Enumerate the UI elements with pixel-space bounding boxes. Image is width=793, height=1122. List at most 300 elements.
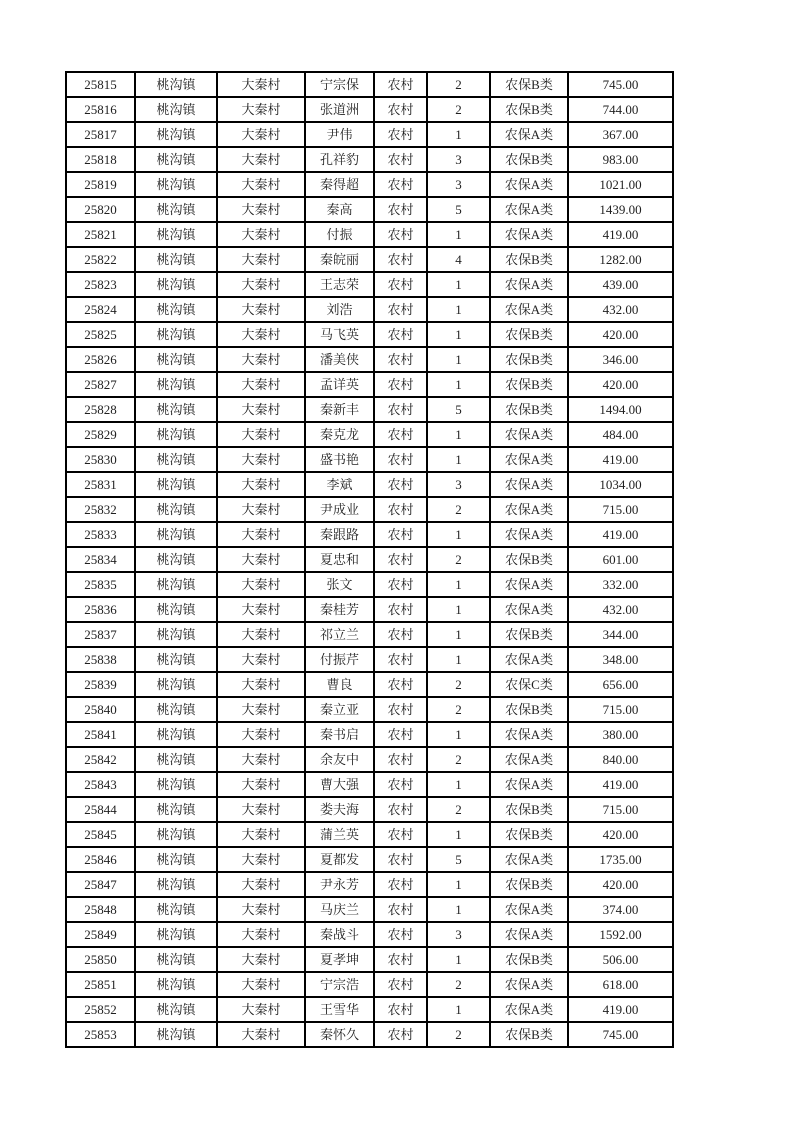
table-row <box>66 622 673 647</box>
cell-count: 1 <box>427 897 490 922</box>
cell-count: 1 <box>427 722 490 747</box>
table-row <box>66 647 673 672</box>
cell-town: 桃沟镇 <box>135 772 217 797</box>
cell-village: 大秦村 <box>217 872 305 897</box>
cell-residence: 农村 <box>374 347 427 372</box>
cell-category: 农保B类 <box>490 72 568 97</box>
cell-residence: 农村 <box>374 547 427 572</box>
cell-count: 3 <box>427 472 490 497</box>
cell-name: 蒲兰英 <box>305 822 374 847</box>
cell-name: 秦怀久 <box>305 1022 374 1047</box>
cell-name: 秦书启 <box>305 722 374 747</box>
cell-category: 农保A类 <box>490 572 568 597</box>
cell-amount: 380.00 <box>568 722 673 747</box>
cell-category: 农保A类 <box>490 122 568 147</box>
cell-amount: 419.00 <box>568 522 673 547</box>
cell-town: 桃沟镇 <box>135 422 217 447</box>
cell-residence: 农村 <box>374 122 427 147</box>
cell-town: 桃沟镇 <box>135 347 217 372</box>
cell-village: 大秦村 <box>217 622 305 647</box>
table-row <box>66 272 673 297</box>
cell-category: 农保B类 <box>490 322 568 347</box>
cell-category: 农保A类 <box>490 997 568 1022</box>
cell-village: 大秦村 <box>217 372 305 397</box>
cell-amount: 656.00 <box>568 672 673 697</box>
cell-residence: 农村 <box>374 647 427 672</box>
cell-village: 大秦村 <box>217 797 305 822</box>
table-row <box>66 97 673 122</box>
cell-serial: 25850 <box>66 947 135 972</box>
cell-residence: 农村 <box>374 772 427 797</box>
cell-category: 农保B类 <box>490 797 568 822</box>
cell-serial: 25826 <box>66 347 135 372</box>
cell-count: 1 <box>427 997 490 1022</box>
cell-category: 农保A类 <box>490 647 568 672</box>
table-row <box>66 72 673 97</box>
cell-residence: 农村 <box>374 197 427 222</box>
cell-amount: 1034.00 <box>568 472 673 497</box>
cell-category: 农保B类 <box>490 247 568 272</box>
cell-count: 1 <box>427 622 490 647</box>
table-row <box>66 372 673 397</box>
cell-serial: 25836 <box>66 597 135 622</box>
cell-category: 农保A类 <box>490 172 568 197</box>
cell-count: 1 <box>427 122 490 147</box>
cell-amount: 1592.00 <box>568 922 673 947</box>
cell-residence: 农村 <box>374 722 427 747</box>
cell-amount: 419.00 <box>568 222 673 247</box>
cell-category: 农保B类 <box>490 947 568 972</box>
cell-count: 3 <box>427 922 490 947</box>
cell-count: 5 <box>427 847 490 872</box>
cell-amount: 439.00 <box>568 272 673 297</box>
cell-amount: 744.00 <box>568 97 673 122</box>
cell-name: 宁宗浩 <box>305 972 374 997</box>
cell-amount: 419.00 <box>568 997 673 1022</box>
table-row <box>66 147 673 172</box>
cell-count: 1 <box>427 222 490 247</box>
cell-village: 大秦村 <box>217 472 305 497</box>
cell-serial: 25834 <box>66 547 135 572</box>
cell-count: 1 <box>427 322 490 347</box>
cell-count: 2 <box>427 1022 490 1047</box>
cell-residence: 农村 <box>374 447 427 472</box>
cell-town: 桃沟镇 <box>135 322 217 347</box>
cell-residence: 农村 <box>374 97 427 122</box>
cell-name: 张道洲 <box>305 97 374 122</box>
cell-amount: 346.00 <box>568 347 673 372</box>
cell-count: 1 <box>427 822 490 847</box>
table-row <box>66 222 673 247</box>
cell-category: 农保A类 <box>490 297 568 322</box>
cell-residence: 农村 <box>374 72 427 97</box>
cell-village: 大秦村 <box>217 497 305 522</box>
cell-count: 1 <box>427 272 490 297</box>
cell-residence: 农村 <box>374 147 427 172</box>
cell-name: 尹伟 <box>305 122 374 147</box>
cell-residence: 农村 <box>374 1022 427 1047</box>
cell-amount: 745.00 <box>568 1022 673 1047</box>
cell-name: 孟详英 <box>305 372 374 397</box>
cell-name: 娄夫海 <box>305 797 374 822</box>
cell-count: 1 <box>427 347 490 372</box>
cell-count: 5 <box>427 397 490 422</box>
table-row <box>66 897 673 922</box>
cell-residence: 农村 <box>374 947 427 972</box>
cell-town: 桃沟镇 <box>135 647 217 672</box>
cell-residence: 农村 <box>374 897 427 922</box>
cell-village: 大秦村 <box>217 647 305 672</box>
table-row <box>66 847 673 872</box>
cell-serial: 25849 <box>66 922 135 947</box>
cell-name: 秦克龙 <box>305 422 374 447</box>
cell-name: 付振 <box>305 222 374 247</box>
cell-amount: 1735.00 <box>568 847 673 872</box>
cell-count: 1 <box>427 522 490 547</box>
table-row <box>66 697 673 722</box>
cell-category: 农保A类 <box>490 422 568 447</box>
table-row <box>66 447 673 472</box>
cell-name: 付振芹 <box>305 647 374 672</box>
cell-category: 农保B类 <box>490 697 568 722</box>
cell-name: 秦立亚 <box>305 697 374 722</box>
cell-amount: 484.00 <box>568 422 673 447</box>
cell-name: 孔祥豹 <box>305 147 374 172</box>
cell-serial: 25815 <box>66 72 135 97</box>
cell-name: 夏都发 <box>305 847 374 872</box>
cell-amount: 420.00 <box>568 322 673 347</box>
cell-residence: 农村 <box>374 397 427 422</box>
table-row <box>66 522 673 547</box>
cell-amount: 348.00 <box>568 647 673 672</box>
cell-town: 桃沟镇 <box>135 122 217 147</box>
cell-amount: 1282.00 <box>568 247 673 272</box>
cell-category: 农保B类 <box>490 622 568 647</box>
cell-town: 桃沟镇 <box>135 1022 217 1047</box>
cell-village: 大秦村 <box>217 297 305 322</box>
cell-category: 农保A类 <box>490 272 568 297</box>
table-row <box>66 772 673 797</box>
cell-amount: 344.00 <box>568 622 673 647</box>
table-row <box>66 797 673 822</box>
cell-count: 1 <box>427 872 490 897</box>
cell-town: 桃沟镇 <box>135 847 217 872</box>
cell-name: 尹成业 <box>305 497 374 522</box>
cell-town: 桃沟镇 <box>135 997 217 1022</box>
cell-category: 农保A类 <box>490 972 568 997</box>
cell-amount: 715.00 <box>568 697 673 722</box>
cell-village: 大秦村 <box>217 522 305 547</box>
cell-category: 农保A类 <box>490 197 568 222</box>
cell-serial: 25848 <box>66 897 135 922</box>
cell-serial: 25845 <box>66 822 135 847</box>
table-row <box>66 572 673 597</box>
cell-amount: 332.00 <box>568 572 673 597</box>
cell-category: 农保A类 <box>490 897 568 922</box>
cell-village: 大秦村 <box>217 347 305 372</box>
table-row <box>66 122 673 147</box>
cell-name: 尹永芳 <box>305 872 374 897</box>
cell-amount: 419.00 <box>568 447 673 472</box>
table-row <box>66 322 673 347</box>
cell-town: 桃沟镇 <box>135 897 217 922</box>
cell-name: 李斌 <box>305 472 374 497</box>
cell-serial: 25821 <box>66 222 135 247</box>
cell-village: 大秦村 <box>217 722 305 747</box>
cell-village: 大秦村 <box>217 822 305 847</box>
cell-category: 农保B类 <box>490 872 568 897</box>
cell-amount: 374.00 <box>568 897 673 922</box>
cell-village: 大秦村 <box>217 572 305 597</box>
cell-name: 祁立兰 <box>305 622 374 647</box>
cell-serial: 25825 <box>66 322 135 347</box>
cell-name: 秦高 <box>305 197 374 222</box>
cell-village: 大秦村 <box>217 222 305 247</box>
cell-category: 农保A类 <box>490 222 568 247</box>
cell-amount: 1439.00 <box>568 197 673 222</box>
cell-residence: 农村 <box>374 372 427 397</box>
cell-category: 农保B类 <box>490 347 568 372</box>
table-row <box>66 722 673 747</box>
cell-residence: 农村 <box>374 322 427 347</box>
cell-town: 桃沟镇 <box>135 497 217 522</box>
cell-name: 秦皖丽 <box>305 247 374 272</box>
cell-residence: 农村 <box>374 222 427 247</box>
cell-serial: 25820 <box>66 197 135 222</box>
cell-category: 农保A类 <box>490 747 568 772</box>
cell-town: 桃沟镇 <box>135 922 217 947</box>
cell-town: 桃沟镇 <box>135 272 217 297</box>
payment-roster-table <box>65 71 674 1048</box>
cell-residence: 农村 <box>374 697 427 722</box>
cell-residence: 农村 <box>374 972 427 997</box>
cell-count: 1 <box>427 647 490 672</box>
cell-serial: 25827 <box>66 372 135 397</box>
table-row <box>66 747 673 772</box>
cell-count: 3 <box>427 172 490 197</box>
table-row <box>66 872 673 897</box>
cell-serial: 25819 <box>66 172 135 197</box>
cell-category: 农保B类 <box>490 372 568 397</box>
table-row <box>66 347 673 372</box>
cell-residence: 农村 <box>374 172 427 197</box>
cell-serial: 25831 <box>66 472 135 497</box>
cell-amount: 983.00 <box>568 147 673 172</box>
cell-name: 秦战斗 <box>305 922 374 947</box>
cell-serial: 25816 <box>66 97 135 122</box>
cell-name: 刘浩 <box>305 297 374 322</box>
cell-category: 农保C类 <box>490 672 568 697</box>
cell-count: 1 <box>427 447 490 472</box>
cell-serial: 25840 <box>66 697 135 722</box>
cell-town: 桃沟镇 <box>135 222 217 247</box>
cell-amount: 432.00 <box>568 597 673 622</box>
cell-name: 马飞英 <box>305 322 374 347</box>
cell-count: 2 <box>427 697 490 722</box>
cell-residence: 农村 <box>374 997 427 1022</box>
cell-name: 王雪华 <box>305 997 374 1022</box>
cell-village: 大秦村 <box>217 772 305 797</box>
cell-town: 桃沟镇 <box>135 72 217 97</box>
cell-serial: 25822 <box>66 247 135 272</box>
cell-category: 农保B类 <box>490 97 568 122</box>
cell-town: 桃沟镇 <box>135 697 217 722</box>
cell-amount: 745.00 <box>568 72 673 97</box>
cell-amount: 1021.00 <box>568 172 673 197</box>
cell-residence: 农村 <box>374 272 427 297</box>
cell-name: 夏孝坤 <box>305 947 374 972</box>
cell-serial: 25832 <box>66 497 135 522</box>
cell-residence: 农村 <box>374 672 427 697</box>
cell-amount: 506.00 <box>568 947 673 972</box>
cell-village: 大秦村 <box>217 97 305 122</box>
cell-amount: 420.00 <box>568 822 673 847</box>
cell-count: 1 <box>427 297 490 322</box>
cell-amount: 601.00 <box>568 547 673 572</box>
cell-category: 农保B类 <box>490 397 568 422</box>
cell-residence: 农村 <box>374 597 427 622</box>
cell-name: 曹良 <box>305 672 374 697</box>
cell-amount: 1494.00 <box>568 397 673 422</box>
cell-residence: 农村 <box>374 797 427 822</box>
cell-category: 农保A类 <box>490 597 568 622</box>
cell-amount: 420.00 <box>568 872 673 897</box>
cell-town: 桃沟镇 <box>135 372 217 397</box>
cell-village: 大秦村 <box>217 697 305 722</box>
cell-serial: 25851 <box>66 972 135 997</box>
cell-town: 桃沟镇 <box>135 822 217 847</box>
cell-serial: 25847 <box>66 872 135 897</box>
cell-town: 桃沟镇 <box>135 472 217 497</box>
cell-count: 2 <box>427 97 490 122</box>
cell-town: 桃沟镇 <box>135 522 217 547</box>
cell-serial: 25824 <box>66 297 135 322</box>
cell-name: 秦得超 <box>305 172 374 197</box>
cell-name: 曹大强 <box>305 772 374 797</box>
cell-category: 农保A类 <box>490 497 568 522</box>
cell-count: 2 <box>427 497 490 522</box>
cell-category: 农保B类 <box>490 147 568 172</box>
cell-amount: 618.00 <box>568 972 673 997</box>
cell-residence: 农村 <box>374 422 427 447</box>
cell-category: 农保A类 <box>490 447 568 472</box>
cell-village: 大秦村 <box>217 922 305 947</box>
cell-serial: 25846 <box>66 847 135 872</box>
cell-residence: 农村 <box>374 522 427 547</box>
cell-serial: 25839 <box>66 672 135 697</box>
cell-serial: 25828 <box>66 397 135 422</box>
cell-name: 宁宗保 <box>305 72 374 97</box>
cell-village: 大秦村 <box>217 597 305 622</box>
cell-serial: 25843 <box>66 772 135 797</box>
cell-count: 5 <box>427 197 490 222</box>
table-body <box>66 72 673 1047</box>
cell-serial: 25841 <box>66 722 135 747</box>
cell-village: 大秦村 <box>217 747 305 772</box>
cell-serial: 25842 <box>66 747 135 772</box>
cell-amount: 420.00 <box>568 372 673 397</box>
cell-count: 2 <box>427 672 490 697</box>
cell-count: 2 <box>427 747 490 772</box>
cell-name: 余友中 <box>305 747 374 772</box>
cell-town: 桃沟镇 <box>135 947 217 972</box>
cell-name: 王志荣 <box>305 272 374 297</box>
cell-serial: 25844 <box>66 797 135 822</box>
table-row <box>66 497 673 522</box>
cell-residence: 农村 <box>374 472 427 497</box>
cell-serial: 25852 <box>66 997 135 1022</box>
cell-count: 1 <box>427 372 490 397</box>
cell-count: 1 <box>427 422 490 447</box>
cell-village: 大秦村 <box>217 947 305 972</box>
table-row <box>66 297 673 322</box>
cell-amount: 715.00 <box>568 497 673 522</box>
cell-residence: 农村 <box>374 247 427 272</box>
cell-count: 4 <box>427 247 490 272</box>
cell-town: 桃沟镇 <box>135 972 217 997</box>
cell-town: 桃沟镇 <box>135 797 217 822</box>
cell-residence: 农村 <box>374 872 427 897</box>
cell-village: 大秦村 <box>217 272 305 297</box>
cell-village: 大秦村 <box>217 247 305 272</box>
cell-name: 秦新丰 <box>305 397 374 422</box>
cell-category: 农保A类 <box>490 922 568 947</box>
table-row <box>66 472 673 497</box>
cell-village: 大秦村 <box>217 972 305 997</box>
cell-town: 桃沟镇 <box>135 147 217 172</box>
cell-serial: 25829 <box>66 422 135 447</box>
cell-amount: 419.00 <box>568 772 673 797</box>
cell-town: 桃沟镇 <box>135 622 217 647</box>
cell-village: 大秦村 <box>217 197 305 222</box>
cell-amount: 715.00 <box>568 797 673 822</box>
cell-amount: 840.00 <box>568 747 673 772</box>
table-row <box>66 422 673 447</box>
cell-residence: 农村 <box>374 622 427 647</box>
cell-category: 农保A类 <box>490 847 568 872</box>
cell-village: 大秦村 <box>217 172 305 197</box>
cell-count: 2 <box>427 972 490 997</box>
cell-town: 桃沟镇 <box>135 447 217 472</box>
table-row <box>66 172 673 197</box>
cell-serial: 25835 <box>66 572 135 597</box>
table-row <box>66 1022 673 1047</box>
table-row <box>66 197 673 222</box>
cell-town: 桃沟镇 <box>135 747 217 772</box>
cell-village: 大秦村 <box>217 422 305 447</box>
cell-name: 张文 <box>305 572 374 597</box>
cell-town: 桃沟镇 <box>135 872 217 897</box>
table-row <box>66 247 673 272</box>
cell-count: 3 <box>427 147 490 172</box>
cell-village: 大秦村 <box>217 997 305 1022</box>
cell-residence: 农村 <box>374 497 427 522</box>
cell-town: 桃沟镇 <box>135 247 217 272</box>
cell-name: 盛书艳 <box>305 447 374 472</box>
cell-name: 秦桂芳 <box>305 597 374 622</box>
table-row <box>66 547 673 572</box>
cell-residence: 农村 <box>374 747 427 772</box>
cell-serial: 25823 <box>66 272 135 297</box>
cell-residence: 农村 <box>374 572 427 597</box>
table-row <box>66 672 673 697</box>
cell-village: 大秦村 <box>217 847 305 872</box>
cell-residence: 农村 <box>374 822 427 847</box>
cell-count: 1 <box>427 572 490 597</box>
table-row <box>66 597 673 622</box>
cell-village: 大秦村 <box>217 322 305 347</box>
cell-village: 大秦村 <box>217 1022 305 1047</box>
